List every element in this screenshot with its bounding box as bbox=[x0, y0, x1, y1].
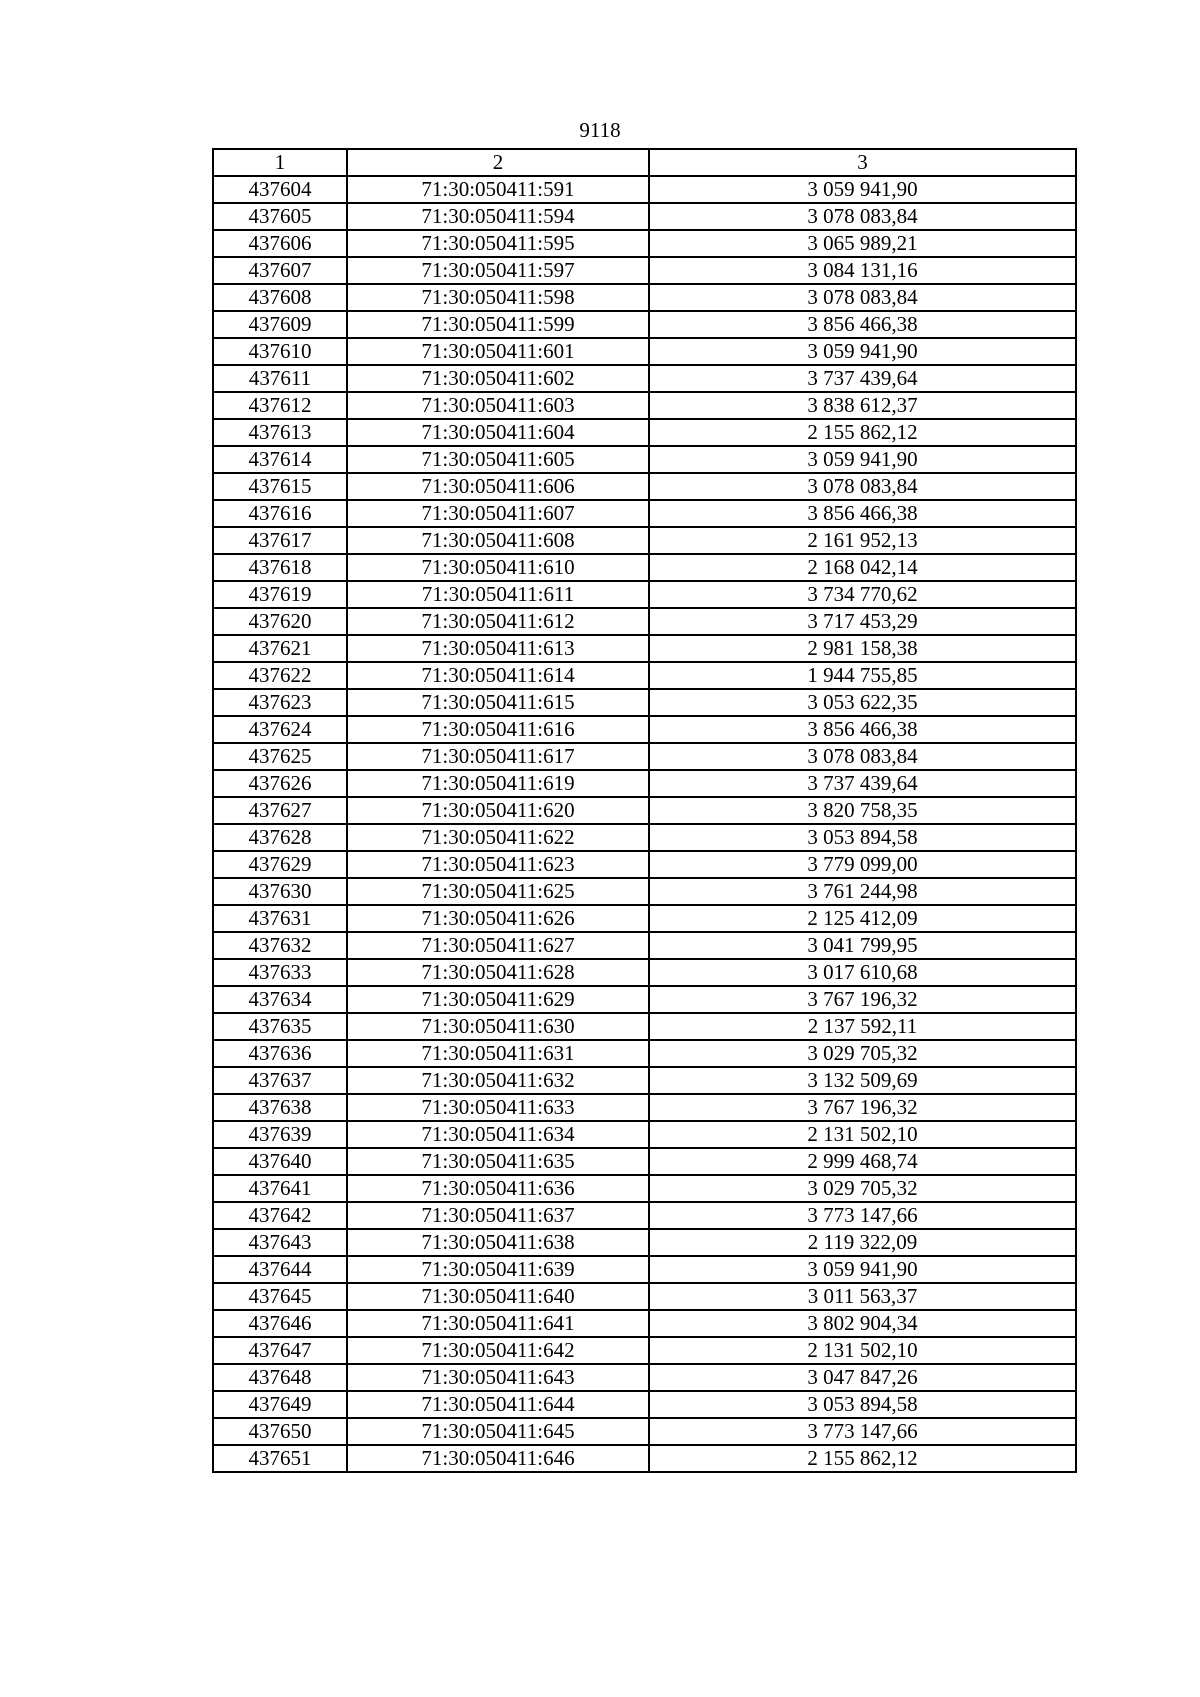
row-number-cell: 437650 bbox=[213, 1418, 347, 1445]
cadastral-number-cell: 71:30:050411:607 bbox=[347, 500, 649, 527]
row-number-cell: 437646 bbox=[213, 1310, 347, 1337]
value-cell: 2 155 862,12 bbox=[649, 1445, 1076, 1472]
row-number-cell: 437608 bbox=[213, 284, 347, 311]
cadastral-number-cell: 71:30:050411:631 bbox=[347, 1040, 649, 1067]
value-cell: 3 802 904,34 bbox=[649, 1310, 1076, 1337]
cadastral-number-cell: 71:30:050411:606 bbox=[347, 473, 649, 500]
cadastral-number-cell: 71:30:050411:622 bbox=[347, 824, 649, 851]
row-number-cell: 437640 bbox=[213, 1148, 347, 1175]
value-cell: 3 078 083,84 bbox=[649, 284, 1076, 311]
cadastral-number-cell: 71:30:050411:610 bbox=[347, 554, 649, 581]
value-cell: 3 737 439,64 bbox=[649, 770, 1076, 797]
value-cell: 3 856 466,38 bbox=[649, 500, 1076, 527]
table-row bbox=[213, 311, 1076, 338]
cadastral-number-cell: 71:30:050411:619 bbox=[347, 770, 649, 797]
cadastral-number-cell: 71:30:050411:642 bbox=[347, 1337, 649, 1364]
row-number-cell: 437619 bbox=[213, 581, 347, 608]
cadastral-number-cell: 71:30:050411:604 bbox=[347, 419, 649, 446]
table-row bbox=[213, 554, 1076, 581]
value-cell: 2 168 042,14 bbox=[649, 554, 1076, 581]
value-cell: 3 047 847,26 bbox=[649, 1364, 1076, 1391]
value-cell: 3 779 099,00 bbox=[649, 851, 1076, 878]
value-cell: 3 717 453,29 bbox=[649, 608, 1076, 635]
row-number-cell: 437606 bbox=[213, 230, 347, 257]
value-cell: 3 761 244,98 bbox=[649, 878, 1076, 905]
row-number-cell: 437607 bbox=[213, 257, 347, 284]
value-cell: 3 737 439,64 bbox=[649, 365, 1076, 392]
row-number-cell: 437616 bbox=[213, 500, 347, 527]
value-cell: 3 053 894,58 bbox=[649, 1391, 1076, 1418]
table-row bbox=[213, 1337, 1076, 1364]
cadastral-number-cell: 71:30:050411:598 bbox=[347, 284, 649, 311]
table-row bbox=[213, 338, 1076, 365]
cadastral-number-cell: 71:30:050411:625 bbox=[347, 878, 649, 905]
value-cell: 2 131 502,10 bbox=[649, 1337, 1076, 1364]
cadastral-number-cell: 71:30:050411:633 bbox=[347, 1094, 649, 1121]
table-row bbox=[213, 1175, 1076, 1202]
table-row bbox=[213, 1067, 1076, 1094]
cadastral-number-cell: 71:30:050411:597 bbox=[347, 257, 649, 284]
value-cell: 3 132 509,69 bbox=[649, 1067, 1076, 1094]
row-number-cell: 437628 bbox=[213, 824, 347, 851]
table-row bbox=[213, 878, 1076, 905]
value-cell: 3 053 622,35 bbox=[649, 689, 1076, 716]
cadastral-number-cell: 71:30:050411:627 bbox=[347, 932, 649, 959]
table-row bbox=[213, 1445, 1076, 1472]
table-row bbox=[213, 689, 1076, 716]
value-cell: 3 041 799,95 bbox=[649, 932, 1076, 959]
row-number-cell: 437611 bbox=[213, 365, 347, 392]
cadastral-number-cell: 71:30:050411:602 bbox=[347, 365, 649, 392]
table-row bbox=[213, 1229, 1076, 1256]
cadastral-number-cell: 71:30:050411:601 bbox=[347, 338, 649, 365]
table-row bbox=[213, 257, 1076, 284]
cadastral-number-cell: 71:30:050411:637 bbox=[347, 1202, 649, 1229]
table-header bbox=[213, 149, 1076, 176]
row-number-cell: 437630 bbox=[213, 878, 347, 905]
value-cell: 3 059 941,90 bbox=[649, 1256, 1076, 1283]
value-cell: 3 053 894,58 bbox=[649, 824, 1076, 851]
value-cell: 2 155 862,12 bbox=[649, 419, 1076, 446]
cadastral-number-cell: 71:30:050411:591 bbox=[347, 176, 649, 203]
row-number-cell: 437605 bbox=[213, 203, 347, 230]
value-cell: 3 856 466,38 bbox=[649, 311, 1076, 338]
cadastral-number-cell: 71:30:050411:612 bbox=[347, 608, 649, 635]
value-cell: 3 734 770,62 bbox=[649, 581, 1076, 608]
table-row bbox=[213, 581, 1076, 608]
table-row bbox=[213, 365, 1076, 392]
table-row bbox=[213, 1094, 1076, 1121]
row-number-cell: 437637 bbox=[213, 1067, 347, 1094]
value-cell: 2 125 412,09 bbox=[649, 905, 1076, 932]
table-row bbox=[213, 176, 1076, 203]
cadastral-number-cell: 71:30:050411:638 bbox=[347, 1229, 649, 1256]
table-row bbox=[213, 1148, 1076, 1175]
table-row bbox=[213, 419, 1076, 446]
value-cell: 3 856 466,38 bbox=[649, 716, 1076, 743]
row-number-cell: 437638 bbox=[213, 1094, 347, 1121]
table-row bbox=[213, 473, 1076, 500]
row-number-cell: 437648 bbox=[213, 1364, 347, 1391]
value-cell: 3 820 758,35 bbox=[649, 797, 1076, 824]
table-row bbox=[213, 662, 1076, 689]
row-number-cell: 437629 bbox=[213, 851, 347, 878]
row-number-cell: 437624 bbox=[213, 716, 347, 743]
value-cell: 2 999 468,74 bbox=[649, 1148, 1076, 1175]
row-number-cell: 437625 bbox=[213, 743, 347, 770]
row-number-cell: 437649 bbox=[213, 1391, 347, 1418]
row-number-cell: 437639 bbox=[213, 1121, 347, 1148]
value-cell: 3 084 131,16 bbox=[649, 257, 1076, 284]
cadastral-number-cell: 71:30:050411:605 bbox=[347, 446, 649, 473]
value-cell: 3 078 083,84 bbox=[649, 473, 1076, 500]
row-number-cell: 437627 bbox=[213, 797, 347, 824]
row-number-cell: 437635 bbox=[213, 1013, 347, 1040]
value-cell: 2 131 502,10 bbox=[649, 1121, 1076, 1148]
row-number-cell: 437642 bbox=[213, 1202, 347, 1229]
column-header-3: 3 bbox=[649, 149, 1076, 176]
table-row bbox=[213, 203, 1076, 230]
table-row bbox=[213, 446, 1076, 473]
cadastral-number-cell: 71:30:050411:595 bbox=[347, 230, 649, 257]
cadastral-number-cell: 71:30:050411:608 bbox=[347, 527, 649, 554]
cadastral-number-cell: 71:30:050411:620 bbox=[347, 797, 649, 824]
row-number-cell: 437626 bbox=[213, 770, 347, 797]
table-row bbox=[213, 527, 1076, 554]
cadastral-number-cell: 71:30:050411:646 bbox=[347, 1445, 649, 1472]
cadastral-number-cell: 71:30:050411:603 bbox=[347, 392, 649, 419]
row-number-cell: 437612 bbox=[213, 392, 347, 419]
table-row bbox=[213, 1121, 1076, 1148]
row-number-cell: 437609 bbox=[213, 311, 347, 338]
row-number-cell: 437610 bbox=[213, 338, 347, 365]
table-row bbox=[213, 986, 1076, 1013]
table-row bbox=[213, 797, 1076, 824]
value-cell: 1 944 755,85 bbox=[649, 662, 1076, 689]
row-number-cell: 437615 bbox=[213, 473, 347, 500]
value-cell: 3 078 083,84 bbox=[649, 743, 1076, 770]
table-row bbox=[213, 1391, 1076, 1418]
cadastral-number-cell: 71:30:050411:641 bbox=[347, 1310, 649, 1337]
table-row bbox=[213, 1013, 1076, 1040]
value-cell: 3 011 563,37 bbox=[649, 1283, 1076, 1310]
value-cell: 3 017 610,68 bbox=[649, 959, 1076, 986]
table-row bbox=[213, 635, 1076, 662]
row-number-cell: 437621 bbox=[213, 635, 347, 662]
cadastral-number-cell: 71:30:050411:639 bbox=[347, 1256, 649, 1283]
table-row bbox=[213, 1202, 1076, 1229]
row-number-cell: 437622 bbox=[213, 662, 347, 689]
value-cell: 3 767 196,32 bbox=[649, 986, 1076, 1013]
table-row bbox=[213, 905, 1076, 932]
cadastral-number-cell: 71:30:050411:645 bbox=[347, 1418, 649, 1445]
row-number-cell: 437641 bbox=[213, 1175, 347, 1202]
value-cell: 3 059 941,90 bbox=[649, 176, 1076, 203]
table-row bbox=[213, 284, 1076, 311]
table-row bbox=[213, 1310, 1076, 1337]
row-number-cell: 437636 bbox=[213, 1040, 347, 1067]
table-row bbox=[213, 392, 1076, 419]
row-number-cell: 437617 bbox=[213, 527, 347, 554]
value-cell: 2 981 158,38 bbox=[649, 635, 1076, 662]
cadastral-number-cell: 71:30:050411:636 bbox=[347, 1175, 649, 1202]
column-header-1: 1 bbox=[213, 149, 347, 176]
row-number-cell: 437647 bbox=[213, 1337, 347, 1364]
cadastral-number-cell: 71:30:050411:634 bbox=[347, 1121, 649, 1148]
table-row bbox=[213, 1364, 1076, 1391]
table-row bbox=[213, 743, 1076, 770]
column-header-2: 2 bbox=[347, 149, 649, 176]
cadastral-number-cell: 71:30:050411:594 bbox=[347, 203, 649, 230]
value-cell: 3 029 705,32 bbox=[649, 1040, 1076, 1067]
cadastral-number-cell: 71:30:050411:626 bbox=[347, 905, 649, 932]
cadastral-number-cell: 71:30:050411:635 bbox=[347, 1148, 649, 1175]
value-cell: 2 161 952,13 bbox=[649, 527, 1076, 554]
table-row bbox=[213, 959, 1076, 986]
value-cell: 3 838 612,37 bbox=[649, 392, 1076, 419]
table-body bbox=[213, 176, 1076, 1472]
row-number-cell: 437620 bbox=[213, 608, 347, 635]
data-table bbox=[212, 148, 1077, 1473]
cadastral-number-cell: 71:30:050411:623 bbox=[347, 851, 649, 878]
table-row bbox=[213, 824, 1076, 851]
row-number-cell: 437632 bbox=[213, 932, 347, 959]
row-number-cell: 437633 bbox=[213, 959, 347, 986]
row-number-cell: 437613 bbox=[213, 419, 347, 446]
cadastral-number-cell: 71:30:050411:617 bbox=[347, 743, 649, 770]
cadastral-number-cell: 71:30:050411:643 bbox=[347, 1364, 649, 1391]
row-number-cell: 437651 bbox=[213, 1445, 347, 1472]
table-row bbox=[213, 608, 1076, 635]
value-cell: 3 773 147,66 bbox=[649, 1202, 1076, 1229]
value-cell: 3 065 989,21 bbox=[649, 230, 1076, 257]
row-number-cell: 437645 bbox=[213, 1283, 347, 1310]
cadastral-number-cell: 71:30:050411:599 bbox=[347, 311, 649, 338]
cadastral-number-cell: 71:30:050411:640 bbox=[347, 1283, 649, 1310]
row-number-cell: 437643 bbox=[213, 1229, 347, 1256]
page-number: 9118 bbox=[579, 118, 621, 142]
table-row bbox=[213, 770, 1076, 797]
row-number-cell: 437604 bbox=[213, 176, 347, 203]
row-number-cell: 437634 bbox=[213, 986, 347, 1013]
cadastral-number-cell: 71:30:050411:614 bbox=[347, 662, 649, 689]
table-row bbox=[213, 932, 1076, 959]
cadastral-number-cell: 71:30:050411:632 bbox=[347, 1067, 649, 1094]
value-cell: 3 078 083,84 bbox=[649, 203, 1076, 230]
cadastral-number-cell: 71:30:050411:628 bbox=[347, 959, 649, 986]
value-cell: 3 773 147,66 bbox=[649, 1418, 1076, 1445]
value-cell: 3 059 941,90 bbox=[649, 338, 1076, 365]
value-cell: 2 119 322,09 bbox=[649, 1229, 1076, 1256]
cadastral-number-cell: 71:30:050411:616 bbox=[347, 716, 649, 743]
cadastral-number-cell: 71:30:050411:613 bbox=[347, 635, 649, 662]
value-cell: 3 767 196,32 bbox=[649, 1094, 1076, 1121]
row-number-cell: 437618 bbox=[213, 554, 347, 581]
table-row bbox=[213, 1256, 1076, 1283]
table-row bbox=[213, 851, 1076, 878]
value-cell: 3 029 705,32 bbox=[649, 1175, 1076, 1202]
cadastral-number-cell: 71:30:050411:615 bbox=[347, 689, 649, 716]
table-row bbox=[213, 500, 1076, 527]
table-row bbox=[213, 230, 1076, 257]
table-row bbox=[213, 1283, 1076, 1310]
header-row bbox=[213, 149, 1076, 176]
cadastral-number-cell: 71:30:050411:630 bbox=[347, 1013, 649, 1040]
table-row bbox=[213, 1418, 1076, 1445]
cadastral-number-cell: 71:30:050411:611 bbox=[347, 581, 649, 608]
cadastral-number-cell: 71:30:050411:629 bbox=[347, 986, 649, 1013]
table-row bbox=[213, 1040, 1076, 1067]
row-number-cell: 437623 bbox=[213, 689, 347, 716]
value-cell: 3 059 941,90 bbox=[649, 446, 1076, 473]
table-row bbox=[213, 716, 1076, 743]
value-cell: 2 137 592,11 bbox=[649, 1013, 1076, 1040]
row-number-cell: 437644 bbox=[213, 1256, 347, 1283]
row-number-cell: 437614 bbox=[213, 446, 347, 473]
row-number-cell: 437631 bbox=[213, 905, 347, 932]
cadastral-number-cell: 71:30:050411:644 bbox=[347, 1391, 649, 1418]
